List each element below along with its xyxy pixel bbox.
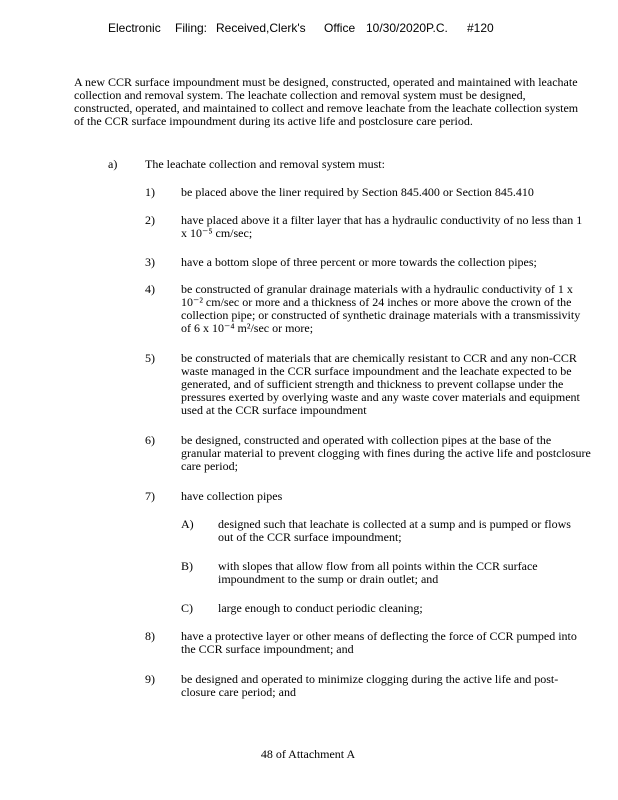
item-number: 6) [145, 433, 155, 447]
page-number: 48 of Attachment A [260, 747, 356, 761]
header-office: Office [324, 21, 356, 35]
header-received: Received,Clerk's [216, 21, 306, 35]
sub-item-text: with slopes that allow flow from all points within the CCR surface impoundment to the sump or drain outlet; and [218, 559, 538, 586]
page-footer [0, 748, 618, 761]
item-number: 4) [145, 282, 155, 296]
item-text: be designed and operated to minimize clogging during the active life and post-closure care period; and [181, 672, 559, 699]
item-text: have placed above it a filter layer that has a hydraulic conductivity of no less than 1 x 10⁻⁵ cm/sec; [181, 213, 583, 240]
item-number: 7) [145, 489, 155, 503]
header-filing: Filing: [175, 21, 208, 35]
item-number: 1) [145, 185, 155, 199]
sub-item-letter: C) [181, 601, 193, 615]
sub-item-letter: B) [181, 559, 193, 573]
item-text: be placed above the liner required by Section 845.400 or Section 845.410 [181, 185, 534, 199]
item-text: be designed, constructed and operated with collection pipes at the base of the granular material to prevent clogging with fines during the active life and postclosure care period; [181, 433, 591, 473]
item-number: 8) [145, 629, 155, 643]
item-number: 2) [145, 213, 155, 227]
header-electronic: Electronic [108, 21, 161, 35]
item-text: be constructed of granular drainage materials with a hydraulic conductivity of 1 x 10⁻² cm/sec or more and a thickness of 24 inches or more above the crown of the collection pipe; or constructed of synthetic drainage materials with a transmissivity of 6 x 10⁻⁴ m²/sec or more; [181, 282, 581, 335]
item-number: 9) [145, 672, 155, 686]
item-text: be constructed of materials that are chemically resistant to CCR and any non-CCR waste managed in the CCR surface impoundment and the leachate expected to be generated, and of sufficient strength and thickness to prevent collapse under the pressures exerted by overlying waste and any waste cover materials and equipment used at the CCR surface impoundment [181, 351, 580, 417]
item-number: 3) [145, 255, 155, 269]
sub-item-letter: A) [181, 517, 194, 531]
subsection-a-label: a) [108, 157, 118, 171]
header-number: #120 [467, 21, 494, 35]
header-date: 10/30/2020P.C. [366, 21, 448, 35]
filing-header [0, 22, 618, 36]
item-text: have collection pipes [181, 489, 283, 503]
sub-item-text: designed such that leachate is collected at a sump and is pumped or flows out of the CCR surface impoundment; [218, 517, 571, 544]
subsection-a-text: The leachate collection and removal system must: [145, 157, 385, 171]
intro-paragraph: A new CCR surface impoundment must be designed, constructed, operated and maintained with leachate collection and removal system. The leachate collection and removal system must be designed, constructed, operated, and maintained to collect and remove leachate from the leachate collection system of the CCR surface impoundment during its active life and postclosure care period. [74, 75, 579, 128]
sub-item-text: large enough to conduct periodic cleaning; [218, 601, 423, 615]
item-text: have a protective layer or other means of deflecting the force of CCR pumped into the CCR surface impoundment; and [181, 629, 577, 656]
item-text: have a bottom slope of three percent or more towards the collection pipes; [181, 255, 537, 269]
item-number: 5) [145, 351, 155, 365]
